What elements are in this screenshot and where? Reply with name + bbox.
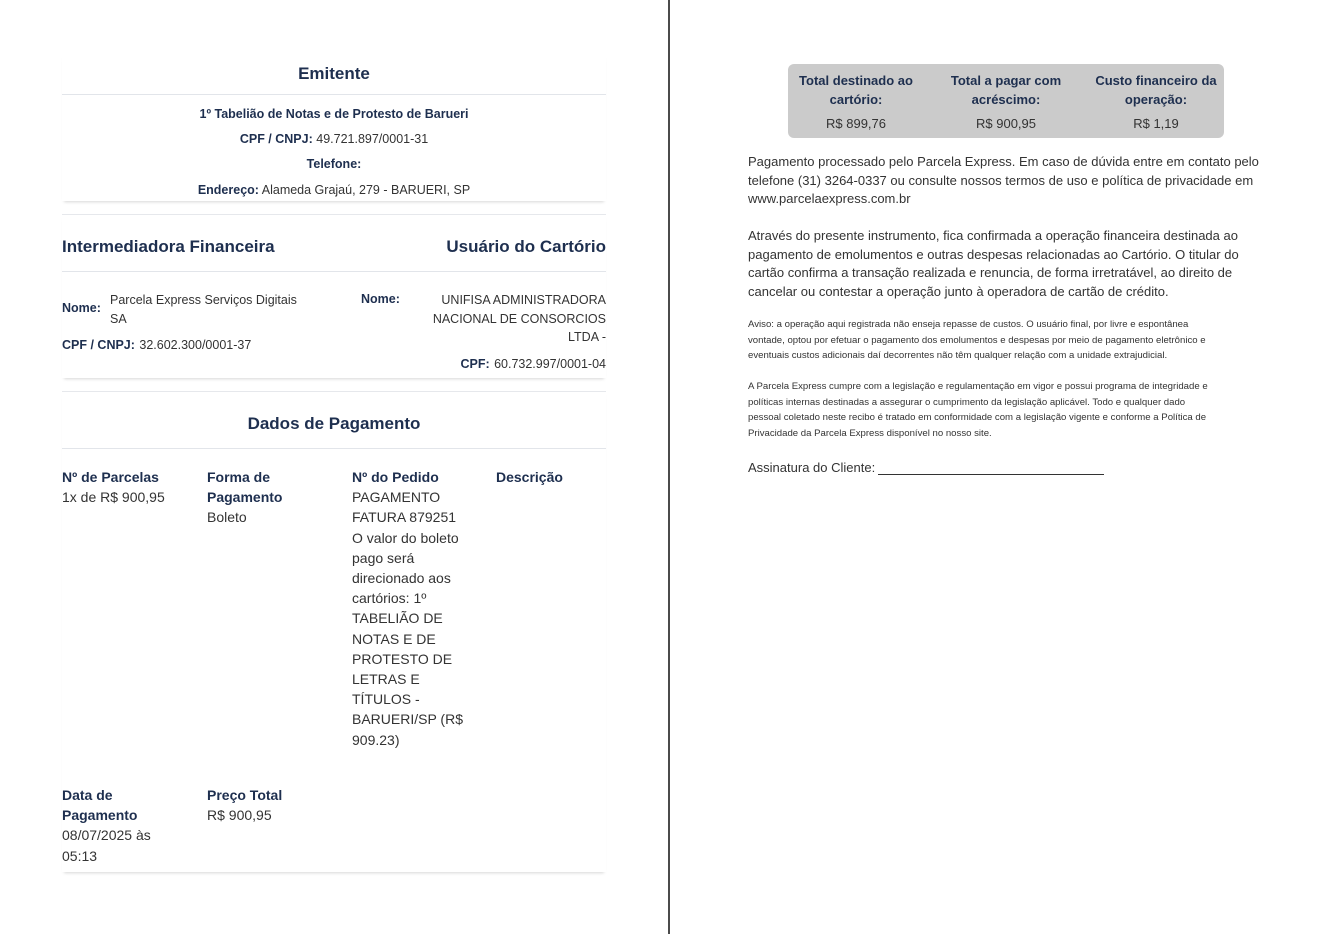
forma-field (207, 467, 327, 528)
usuario-title: Usuário do Cartório (446, 237, 606, 256)
pedido-line: TÍTULOS - (352, 691, 420, 708)
pedido-line: FATURA 879251 (352, 509, 457, 526)
intermediadora-name-label: Nome: (62, 301, 101, 315)
payment-section (62, 391, 606, 872)
descricao-label: Descrição (496, 469, 563, 485)
paragraph-line: Privacidade da Parcela Express disponível no nosso site. (748, 427, 992, 439)
paragraph-line: vontade, optou por efetuar o pagamento dos emolumentos e despesas por meio de pagamento eletrônico e (748, 334, 1206, 346)
parties-section (62, 214, 606, 378)
signature-field[interactable] (878, 463, 1104, 475)
emitente-name: 1º Tabelião de Notas e de Protesto de Barueri (199, 107, 469, 121)
intermediadora-cpf-line (62, 336, 251, 354)
summary-head: Custo financeiro da (1095, 73, 1217, 88)
pedido-line: BARUERI/SP (R$ (352, 711, 463, 728)
preco-value: R$ 900,95 (207, 807, 272, 824)
summary-total-cartorio (786, 71, 926, 131)
intermediadora-cpf-label: CPF / CNPJ: (62, 338, 135, 352)
summary-head: operação: (1124, 92, 1188, 107)
pedido-line: NOTAS E DE (352, 630, 436, 647)
summary-box (788, 64, 1224, 138)
signature-line (748, 460, 1104, 475)
data-label-2: Pagamento (62, 807, 138, 824)
intermediadora-name-line1: Parcela Express Serviços Digitais (110, 293, 297, 307)
usuario-name-line1: UNIFISA ADMINISTRADORA (441, 293, 606, 307)
summary-value: R$ 899,76 (826, 116, 886, 131)
pedido-line: 909.23) (352, 731, 400, 748)
paragraph-compliance (748, 379, 1268, 441)
emitente-cpf-line (62, 132, 606, 146)
usuario-name-line2: NACIONAL DE CONSORCIOS (432, 311, 606, 326)
emitente-address-value: Alameda Grajaú, 279 - BARUERI, SP (261, 183, 471, 197)
summary-custo-financeiro (1086, 71, 1226, 131)
emitente-title: Emitente (298, 64, 370, 83)
pedido-line: PROTESTO DE (352, 650, 453, 667)
paragraph-line: www.parcelaexpress.com.br (748, 191, 911, 206)
paragraph-line: Aviso: a operação aqui registrada não enseja repasse de custos. O usuário final, por livre e espontânea (748, 319, 1189, 330)
data-value-2: 05:13 (62, 847, 98, 864)
summary-value: R$ 1,19 (1133, 116, 1179, 131)
emitente-cpf-value: 49.721.897/0001-31 (316, 132, 429, 146)
usuario-cpf-line (460, 355, 606, 373)
pedido-line: PAGAMENTO (352, 489, 441, 506)
paragraph-line: pessoal coletado neste recibo é tratado em conformidade com a legislação vigente e conforme a Política de (748, 412, 1207, 423)
emitente-divider (62, 94, 606, 95)
emitente-section (62, 54, 606, 201)
data-value-1: 08/07/2025 às (62, 827, 151, 844)
paragraph-confirmation (748, 227, 1268, 301)
parcelas-value: 1x de R$ 900,95 (62, 489, 165, 506)
parcelas-label: Nº de Parcelas (62, 469, 159, 485)
pedido-line: cartórios: 1º (352, 590, 427, 607)
paragraph-line: eventuais custos adicionais daí decorrentes não têm qualquer relação com a unidade extrajudicial. (748, 350, 1168, 361)
forma-label-2: Pagamento (207, 489, 283, 506)
preco-total-field (207, 785, 327, 825)
parcelas-field (62, 467, 202, 507)
paragraph-line: A Parcela Express cumpre com a legislação e regulamentação em vigor e possui programa de integridade e (748, 381, 1208, 392)
emitente-address-line (62, 183, 606, 197)
paragraph-line: telefone (31) 3264-0337 ou consulte nossos termos de uso e política de privacidade em (748, 172, 1254, 188)
forma-value: Boleto (207, 509, 247, 526)
paragraph-line: Através do presente instrumento, fica confirmada a operação financeira destinada ao (748, 228, 1238, 243)
parties-divider (62, 271, 606, 272)
intermediadora-cpf-value: 32.602.300/0001-37 (139, 338, 252, 352)
emitente-cpf-label: CPF / CNPJ: (239, 132, 313, 146)
pedido-label: Nº do Pedido (352, 469, 439, 485)
emitente-phone-label: Telefone: (306, 157, 362, 171)
usuario-name-line3: LTDA - (568, 330, 606, 344)
pedido-line: LETRAS E (352, 671, 420, 688)
pedido-line: direcionado aos (352, 570, 451, 587)
summary-head: cartório: (829, 92, 883, 107)
usuario-cpf-value: 60.732.997/0001-04 (494, 357, 606, 371)
forma-label-1: Forma de (207, 469, 271, 485)
emitente-phone-line (62, 157, 606, 171)
summary-value: R$ 900,95 (976, 116, 1036, 131)
usuario-cpf-label: CPF: (460, 357, 490, 371)
pedido-line: O valor do boleto (352, 529, 459, 546)
pedido-line: TABELIÃO DE (352, 610, 443, 627)
summary-head: acréscimo: (971, 92, 1041, 107)
intermediadora-name (110, 291, 310, 328)
paragraph-line: Pagamento processado pelo Parcela Express. Em caso de dúvida entre em contato pelo (748, 154, 1259, 169)
paragraph-aviso (748, 317, 1268, 364)
paragraph-line: cartão confirma a transação realizada e renuncia, de forma irretratável, ao direito de (748, 265, 1233, 280)
preco-label: Preço Total (207, 787, 283, 803)
intermediadora-title: Intermediadora Financeira (62, 237, 275, 256)
paragraph-processing (748, 153, 1268, 209)
data-pagamento-field (62, 785, 182, 866)
paragraph-line: pagamento de emolumentos e outras despesas relacionadas ao Cartório. O titular do (748, 246, 1239, 262)
emitente-address-label: Endereço: (197, 183, 259, 197)
receipt-left-page (0, 0, 668, 934)
pedido-line: pago será (352, 549, 415, 566)
usuario-name-label: Nome: (361, 292, 400, 306)
emitente-name-line (62, 107, 606, 121)
pedido-field (352, 467, 472, 750)
summary-total-pagar (936, 71, 1076, 131)
summary-head: Total destinado ao (799, 73, 913, 88)
intermediadora-name-line2: SA (110, 311, 127, 326)
receipt-right-page (670, 0, 1340, 934)
paragraph-line: políticas internas destinadas a assegurar o cumprimento da legislação aplicável. Todo e qualquer dado (748, 396, 1186, 408)
paragraph-line: cancelar ou contestar a operação junto à operadora de cartão de crédito. (748, 283, 1169, 299)
descricao-field (496, 467, 616, 487)
payment-title: Dados de Pagamento (247, 414, 421, 433)
usuario-name (406, 291, 606, 347)
payment-divider (62, 448, 606, 449)
data-label-1: Data de (62, 787, 113, 803)
summary-head: Total a pagar com (950, 73, 1062, 88)
signature-label: Assinatura do Cliente: (748, 460, 876, 475)
